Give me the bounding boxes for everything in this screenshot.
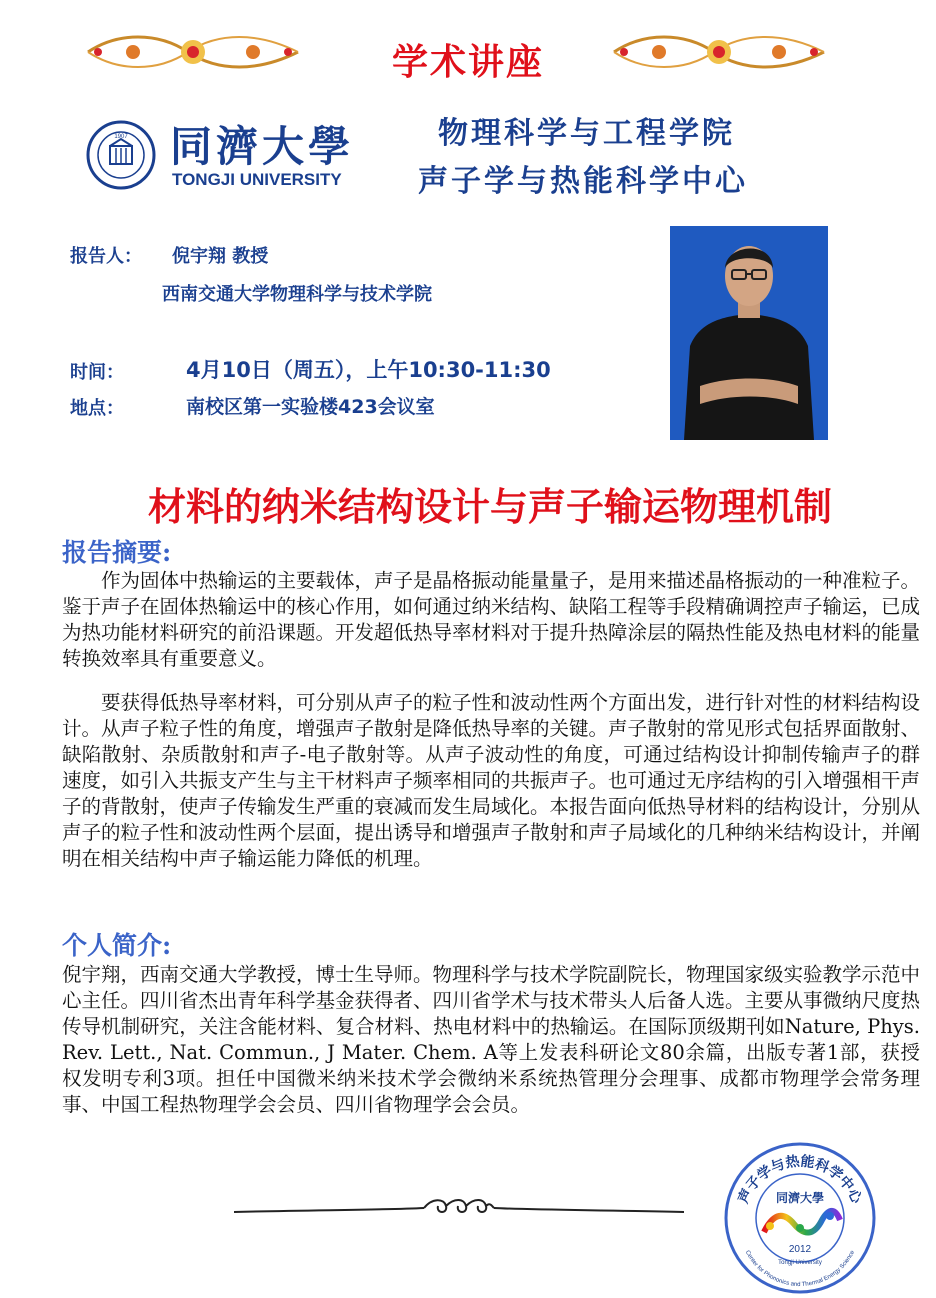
logo-inner-text: 同濟大學 xyxy=(775,1191,825,1205)
ornament-left-icon xyxy=(78,30,308,74)
divider-flourish-icon xyxy=(234,1196,684,1224)
abstract-paragraph-1: 作为固体中热输运的主要载体，声子是晶格振动能量量子，是用来描述晶格振动的一种准粒子。鉴于声子在固体热输运中的核心作用，如何通过纳米结构、缺陷工程等手段精确调控声子输运，已成为热功能材料研究的前沿课题。开发超低热导率材料对于提升热障涂层的隔热性能及热电材料的能量转换效率具有重要意义。 xyxy=(62,569,921,670)
speaker-label: 报告人： xyxy=(70,246,142,267)
header-title: 学术讲座 xyxy=(391,42,544,83)
logo-year: 2012 xyxy=(788,1244,812,1255)
seal-year: 1907 xyxy=(114,134,128,140)
talk-title: 材料的纳米结构设计与声子输运物理机制 xyxy=(147,485,832,529)
bio-heading: 个人简介: xyxy=(62,931,172,960)
speaker-affiliation: 西南交通大学物理科学与技术学院 xyxy=(162,284,432,305)
abstract-heading: 报告摘要: xyxy=(62,538,172,567)
time-label: 时间： xyxy=(70,362,124,383)
speaker-photo xyxy=(670,226,828,440)
bio-paragraph: 倪宇翔，西南交通大学教授，博士生导师。物理科学与技术学院副院长，物理国家级实验教学示范中心主任。四川省杰出青年科学基金获得者、四川省学术与技术带头人后备人选。主要从事微纳尺度热传导机制研究，关注含能材料、复合材料、热电材料中的热输运。在国际顶级期刊如Nature, Phys. Rev. Lett., Nat. Commun., J Mater. Chem. A等上发表科研论文80余篇，出版专著1部，获授权发明专利3项。担任中国微米纳米技术学会微纳米系统热管理分会理事、成都市物理学会常务理事、中国工程热物理学会会员、四川省物理学会会员。 xyxy=(62,963,921,1116)
logo-en-line-1: Tongji University xyxy=(778,1260,822,1266)
ornament-right-icon xyxy=(604,30,834,74)
place-value: 南校区第一实验楼423会议室 xyxy=(186,396,435,418)
university-name-en: TONGJI UNIVERSITY xyxy=(172,170,342,189)
tongji-seal-icon xyxy=(86,120,156,190)
logo-arc-text: 声子学与热能科学中心 xyxy=(735,1153,865,1207)
university-name-cn: 同濟大學 xyxy=(170,122,355,171)
place-label: 地点： xyxy=(70,398,124,419)
speaker-name: 倪宇翔 教授 xyxy=(172,246,269,267)
logo-en-line-2: Center for Phononics and Thermal Energy Science xyxy=(743,1249,857,1289)
organizer-line-2: 声子学与热能科学中心 xyxy=(418,164,748,199)
organizer-line-1: 物理科学与工程学院 xyxy=(438,116,735,151)
abstract-paragraph-2: 要获得低热导率材料，可分别从声子的粒子性和波动性两个方面出发，进行针对性的材料结构设计。从声子粒子性的角度，增强声子散射是降低热导率的关键。声子散射的常见形式包括界面散射、缺陷散射、杂质散射和声子-电子散射等。从声子波动性的角度，可通过结构设计抑制传输声子的群速度，如引入共振支产生与主干材料声子频率相同的共振声子。也可通过无序结构的引入增强相干声子的背散射，使声子传输发生严重的衰减而发生局域化。本报告面向低热导材料的结构设计，分别从声子的粒子性和波动性两个层面，提出诱导和增强声子散射和声子局域化的几种纳米结构设计，并阐明在相关结构中声子输运能力降低的机理。 xyxy=(62,691,921,870)
time-value: 4月10日（周五），上午10:30-11:30 xyxy=(186,358,551,382)
center-logo-icon xyxy=(722,1140,878,1296)
